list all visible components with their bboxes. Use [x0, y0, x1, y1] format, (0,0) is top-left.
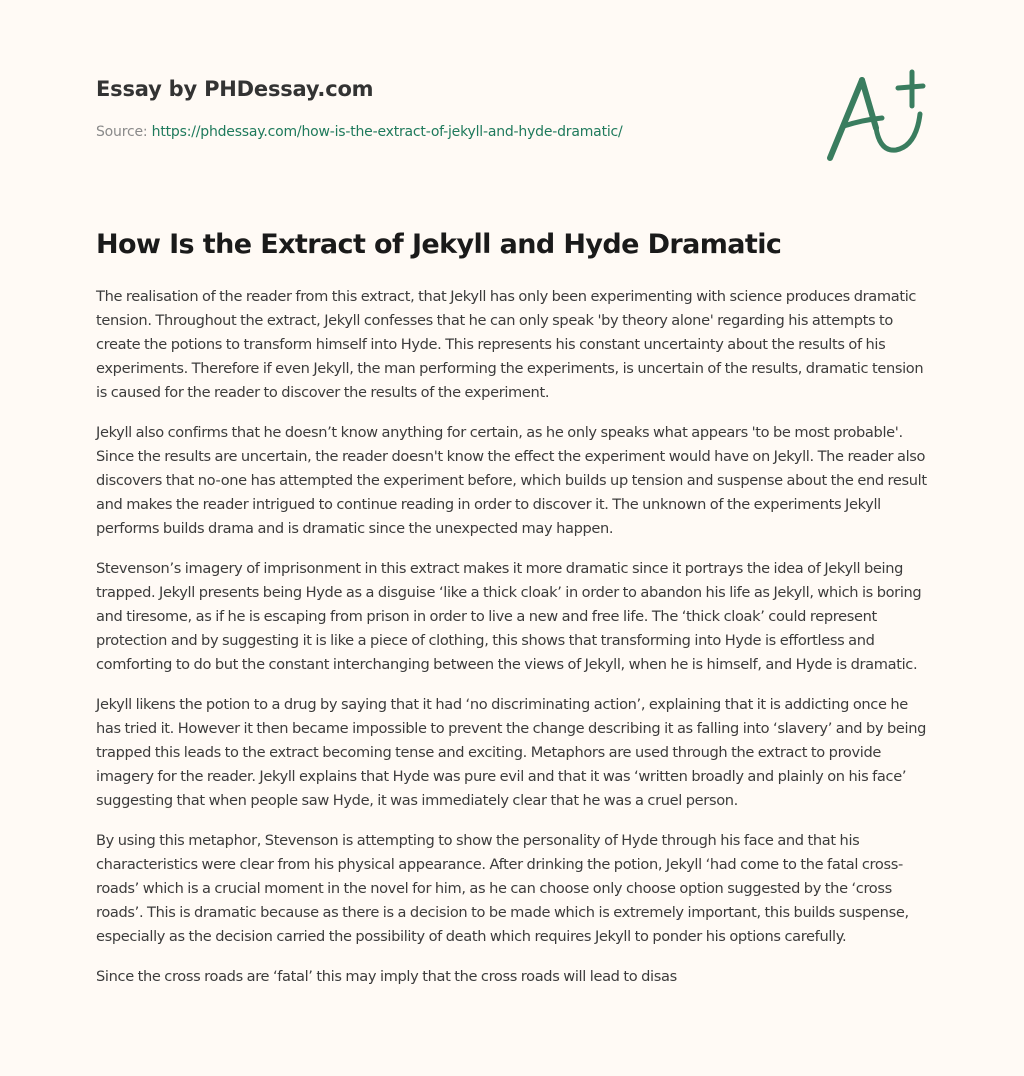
essay-body: [96, 285, 932, 1005]
page-header: [96, 74, 796, 141]
source-label: Source:: [96, 124, 148, 140]
a-plus-grade-icon: [820, 64, 932, 168]
site-title: Essay by PHDessay.com: [96, 77, 374, 101]
source-line: [96, 123, 796, 141]
essay-paragraph: By using this metaphor, Stevenson is attempting to show the personality of Hyde through his face and that his characteristics were clear from his physical appearance. After drinking the potion, Jekyll ‘had come to the fatal cross-roads’ which is a crucial moment in the novel for him, as he can choose only choose option suggested by the ‘cross roads’. This is dramatic because as there is a decision to be made which is extremely important, this builds suspense, especially as the decision carried the possibility of death which requires Jekyll to ponder his options carefully.: [96, 832, 909, 945]
essay-paragraph: Jekyll likens the potion to a drug by saying that it had ‘no discriminating action’, explaining that it is addicting once he has tried it. However it then became impossible to prevent the change describing it as falling into ‘slavery’ and by being trapped this leads to the extract becoming tense and exciting. Metaphors are used through the extract to provide imagery for the reader. Jekyll explains that Hyde was pure evil and that it was ‘written broadly and plainly on his face’ suggesting that when people saw Hyde, it was immediately clear that he was a cruel person.: [96, 696, 927, 809]
essay-title: How Is the Extract of Jekyll and Hyde Dramatic: [96, 229, 782, 260]
essay-paragraph: Jekyll also confirms that he doesn’t know anything for certain, as he only speaks what appears 'to be most probable'. Since the results are uncertain, the reader doesn't know the effect the experiment would have on Jekyll. The reader also discovers that no-one has attempted the experiment before, which builds up tension and suspense about the end result and makes the reader intrigued to continue reading in order to discover it. The unknown of the experiments Jekyll performs builds drama and is dramatic since the unexpected may happen.: [96, 424, 927, 537]
source-link[interactable]: https://phdessay.com/how-is-the-extract-of-jekyll-and-hyde-dramatic/: [151, 124, 623, 140]
essay-paragraph: Stevenson’s imagery of imprisonment in this extract makes it more dramatic since it portrays the idea of Jekyll being trapped. Jekyll presents being Hyde as a disguise ‘like a thick cloak’ in order to abandon his life as Jekyll, which is boring and tiresome, as if he is escaping from prison in order to live a new and free life. The ‘thick cloak’ could represent protection and by suggesting it is like a piece of clothing, this shows that transforming into Hyde is effortless and comforting to do but the constant interchanging between the views of Jekyll, when he is himself, and Hyde is dramatic.: [96, 560, 922, 673]
essay-paragraph: The realisation of the reader from this extract, that Jekyll has only been experimenting with science produces dramatic tension. Throughout the extract, Jekyll confesses that he can only speak 'by theory alone' regarding his attempts to create the potions to transform himself into Hyde. This represents his constant uncertainty about the results of his experiments. Therefore if even Jekyll, the man performing the experiments, is uncertain of the results, dramatic tension is caused for the reader to discover the results of the experiment.: [96, 288, 924, 401]
essay-paragraph-truncated: Since the cross roads are ‘fatal’ this may imply that the cross roads will lead to disas: [96, 968, 677, 985]
